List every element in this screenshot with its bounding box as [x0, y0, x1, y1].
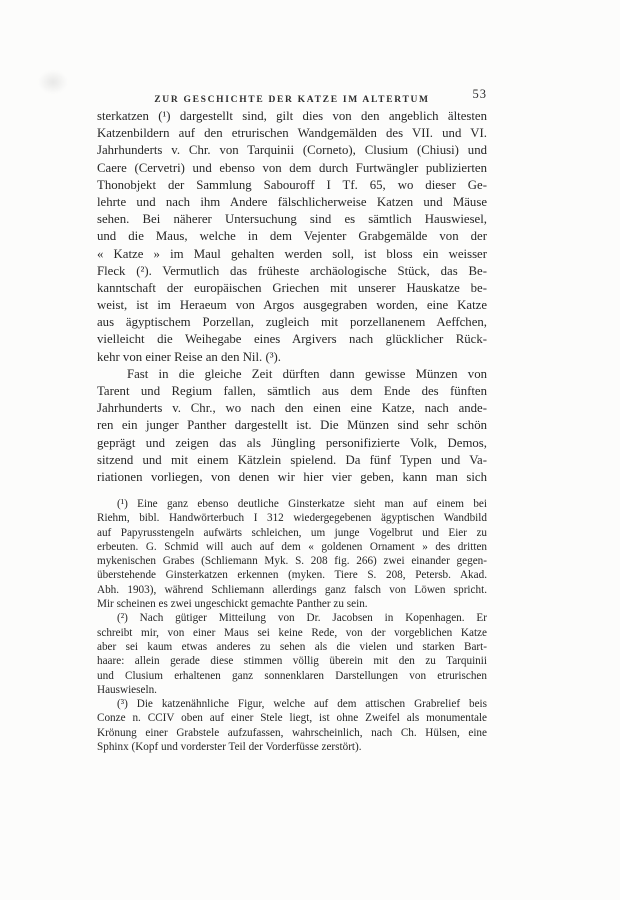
text-line: schreibt mir, von einer Maus sei keine Rede, von der vorgeblichen Katze: [97, 626, 487, 639]
text-line: kanntschaft der europäischen Griechen mit unserer Hauskatze be-: [97, 280, 487, 295]
text-line: Tarent und Regium fallen, sämtlich aus dem Ende des fünften: [97, 384, 487, 398]
text-line: erbeuten. G. Schmid will auch auf dem « goldenen Ornament » des dritten: [97, 540, 487, 553]
text-line: (¹) Eine ganz ebenso deutliche Ginsterkatze sieht man auf einem bei: [117, 498, 487, 510]
text-line: haare: allein gerade diese stimmen völlig überein mit den zu Tarquinii: [97, 655, 487, 668]
text-line: kehr von einer Reise an den Nil. (³).: [97, 349, 281, 364]
text-line: (²) Nach gütiger Mitteilung von Dr. Jacobsen in Kopenhagen. Er: [117, 612, 487, 625]
text-line: Mir scheinen es zwei ungeschickt gemachte Panther zu sein.: [97, 598, 368, 611]
text-line: aber sei kaum etwas anderes zu sehen als die vielen und starken Bart-: [97, 640, 487, 653]
text-line: vielleicht die Weihegabe eines Argivers nach glücklicher Rück-: [97, 332, 487, 347]
text-line: Fast in die gleiche Zeit dürften dann gewisse Münzen von: [127, 366, 487, 381]
body-text: [97, 108, 487, 486]
text-line: Thonobjekt der Sammlung Sabouroff I Tf. 65, wo dieser Ge-: [97, 177, 487, 192]
page-number: 53: [472, 87, 487, 101]
text-line: Fleck (²). Vermutlich das früheste archäologische Stück, das Be-: [97, 263, 487, 278]
text-line: ren ein junger Panther dargestellt ist. Die Münzen sind sehr schön: [97, 418, 487, 433]
text-line: « Katze » im Maul gehalten werden soll, ist bloss ein weisser: [97, 246, 487, 261]
footnotes: [97, 497, 487, 754]
text-line: sitzend und mit einem Kätzlein spielend. Da fünf Typen und Va-: [97, 452, 487, 467]
text-line: geprägt und zeigen das als Jüngling personifizierte Volk, Demos,: [97, 435, 487, 450]
text-line: Conze n. CCIV oben auf einer Stele liegt, ist ohne Zweifel als monumentale: [97, 712, 487, 725]
text-line: überstehende Ginsterkatzen erkennen (myken. Tiere S. 208, Petersb. Akad.: [97, 569, 487, 582]
text-line: Hauswieseln.: [97, 683, 157, 696]
running-title: ZUR GESCHICHTE DER KATZE IM ALTERTUM: [154, 95, 430, 105]
text-line: Riehm, bibl. Handwörterbuch I 312 wiedergegebenen ägyptischen Wandbild: [97, 512, 487, 525]
text-line: Katzenbildern auf den etrurischen Wandgemälden des VII. und VI.: [97, 126, 487, 141]
text-line: Abh. 1903), während Schliemann allerdings ganz falsch von Löwen spricht.: [97, 583, 487, 596]
text-line: (³) Die katzenähnliche Figur, welche auf dem attischen Grabrelief beis: [117, 698, 487, 711]
text-line: aus ägyptischem Porzellan, zugleich mit porzellanenem Aeffchen,: [97, 315, 487, 330]
text-line: Jahrhunderts v. Chr., wo nach den einen eine Katze, nach ande-: [97, 401, 487, 416]
running-header: [97, 89, 487, 105]
text-line: Sphinx (Kopf und vorderster Teil der Vorderfüsse zerstört).: [97, 741, 362, 754]
text-line: riationen vorliegen, von denen wir hier vier geben, kann man sich: [97, 469, 487, 484]
text-line: und die Maus, welche in dem Vejenter Grabgemälde von der: [97, 229, 487, 244]
text-line: weist, ist im Heraeum von Argos ausgegraben worden, eine Katze: [97, 298, 487, 313]
text-line: Jahrhunderts v. Chr. von Tarquinii (Corneto), Clusium (Chiusi) und: [97, 143, 487, 158]
text-line: sehen. Bei näherer Untersuchung sind es sämtlich Hauswiesel,: [97, 212, 487, 227]
text-line: sterkatzen (¹) dargestellt sind, gilt dies von den angeblich ältesten: [97, 109, 487, 123]
scan-smudge: [38, 70, 68, 94]
text-line: Krönung einer Grabstele aufzufassen, wahrscheinlich, nach Ch. Hülsen, eine: [97, 726, 487, 739]
text-line: lehrte und nach ihm Andere fälschlicherweise Katzen und Mäuse: [97, 194, 487, 209]
text-line: auf Papyrusstengeln aufwärts schleichen, um junge Vogelbrut und Eier zu: [97, 526, 487, 539]
text-line: mykenischen Grabes (Schliemann Myk. S. 208 fig. 266) zwei einander gegen-: [97, 555, 487, 568]
text-line: Caere (Cervetri) und ebenso von dem durch Furtwängler publizierten: [97, 160, 487, 175]
text-line: und Clusium erhaltenen ganz sonnenklaren Darstellungen von etrurischen: [97, 669, 487, 682]
